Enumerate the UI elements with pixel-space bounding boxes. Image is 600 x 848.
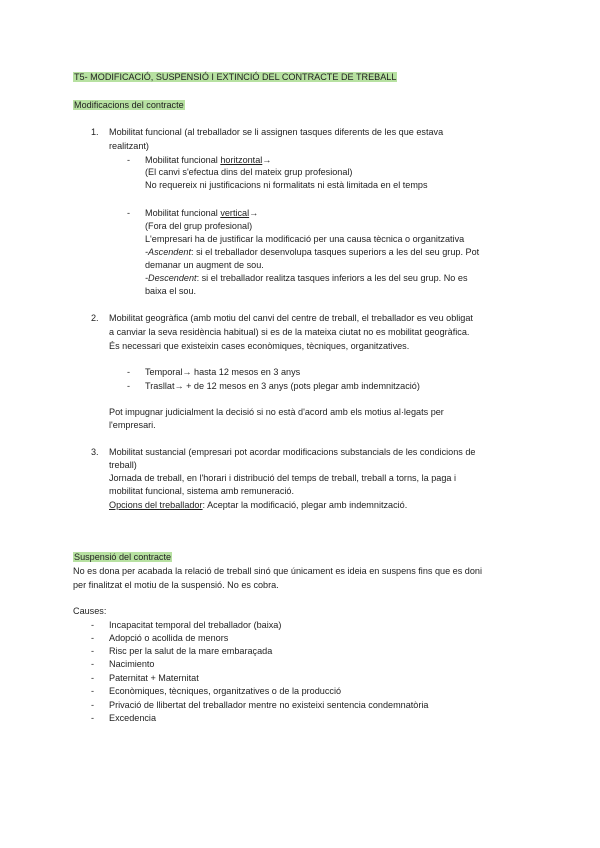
bullet-dash: - <box>91 700 95 710</box>
paragraph-line: Mobilitat geogràfica (amb motiu del canvi del centre de treball, el treballador es veu obligat <box>109 313 473 323</box>
list-number: 1. <box>91 127 99 137</box>
page-title: T5- MODIFICACIÓ, SUSPENSIÓ I EXTINCIÓ DEL CONTRACTE DE TREBALL <box>74 72 397 82</box>
paragraph-line: No requereix ni justificacions ni formalitats ni està limitada en el temps <box>145 180 428 190</box>
paragraph-line: l'empresari. <box>109 420 156 430</box>
bullet-dash: - <box>91 713 95 723</box>
list-number: 3. <box>91 447 99 457</box>
paragraph-line: realitzant) <box>109 141 149 151</box>
bullet-dash: - <box>127 367 131 377</box>
bullet-dash: - <box>91 686 95 696</box>
paragraph-line: Jornada de treball, en l'horari i distribució del temps de treball, treball a torns, la paga i <box>109 473 456 483</box>
list-item: Privació de llibertat del treballador mentre no existeixi sentencia condemnatòria <box>109 700 429 710</box>
paragraph-line: baixa el sou. <box>145 286 197 296</box>
paragraph-line: mobilitat funcional, sistema amb remuneració. <box>109 486 294 496</box>
vertical-heading: Mobilitat funcional vertical→ <box>145 208 259 218</box>
causes-label: Causes: <box>73 606 107 616</box>
list-item: Nacimiento <box>109 659 155 669</box>
paragraph-line: No es dona per acabada la relació de treball sinó que únicament es ideia en suspens fins que es doni <box>73 566 482 576</box>
horitzontal-heading: Mobilitat funcional horitzontal→ <box>145 155 272 165</box>
bullet-dash: - <box>127 381 131 391</box>
list-item: Adopció o acollida de menors <box>109 633 229 643</box>
bullet-dash: - <box>91 659 95 669</box>
paragraph-line: Pot impugnar judicialment la decisió si no està d'acord amb els motius al·legats per <box>109 407 444 417</box>
bullet-dash: - <box>91 633 95 643</box>
paragraph-line: (El canvi s'efectua dins del mateix grup profesional) <box>145 167 353 177</box>
paragraph-line: L'empresari ha de justificar la modificació per una causa tècnica o organitzativa <box>145 234 465 244</box>
paragraph-line: Mobilitat funcional (al treballador se li assignen tasques diferents de les que estava <box>109 127 444 137</box>
paragraph-line: demanar un augment de sou. <box>145 260 264 270</box>
paragraph-line: És necessari que existeixin cases econòmiques, tècniques, organitzatives. <box>109 341 410 351</box>
bullet-dash: - <box>91 646 95 656</box>
list-item: Excedencia <box>109 713 157 723</box>
bullet-dash: - <box>127 155 131 165</box>
list-item: Incapacitat temporal del treballador (baixa) <box>109 620 282 630</box>
section-heading-suspensio: Suspensió del contracte <box>74 552 172 562</box>
list-item: Paternitat + Maternitat <box>109 673 199 683</box>
paragraph-line: per finalitzat el motiu de la suspensió. No es cobra. <box>73 580 279 590</box>
paragraph-line: Mobilitat sustancial (empresari pot acordar modificacions substancials de les condicions de <box>109 447 476 457</box>
descendent-line: -Descendent: si el treballador realitza tasques inferiors a les del seu grup. No es <box>145 273 468 283</box>
bullet-dash: - <box>91 620 95 630</box>
list-item: Econòmiques, tècniques, organitzatives o de la producció <box>109 686 342 696</box>
paragraph-line: (Fora del grup profesional) <box>145 221 253 231</box>
ascendent-line: -Ascendent: si el treballador desenvolupa tasques superiors a les del seu grup. Pot <box>145 247 480 257</box>
section-heading-modificacions: Modificacions del contracte <box>74 100 184 110</box>
bullet-dash: - <box>127 208 131 218</box>
list-item: Trasllat→ + de 12 mesos en 3 anys (pots plegar amb indemnització) <box>145 381 420 391</box>
bullet-dash: - <box>91 673 95 683</box>
paragraph-line: treball) <box>109 460 137 470</box>
options-line: Opcions del treballador: Aceptar la modificació, plegar amb indemnització. <box>109 500 408 510</box>
list-item: Risc per la salut de la mare embaraçada <box>109 646 273 656</box>
list-item: Temporal→ hasta 12 mesos en 3 anys <box>145 367 301 377</box>
list-number: 2. <box>91 313 99 323</box>
paragraph-line: a canviar la seva residència habitual) si es de la mateixa ciutat no es mobilitat geogràfica. <box>109 327 470 337</box>
